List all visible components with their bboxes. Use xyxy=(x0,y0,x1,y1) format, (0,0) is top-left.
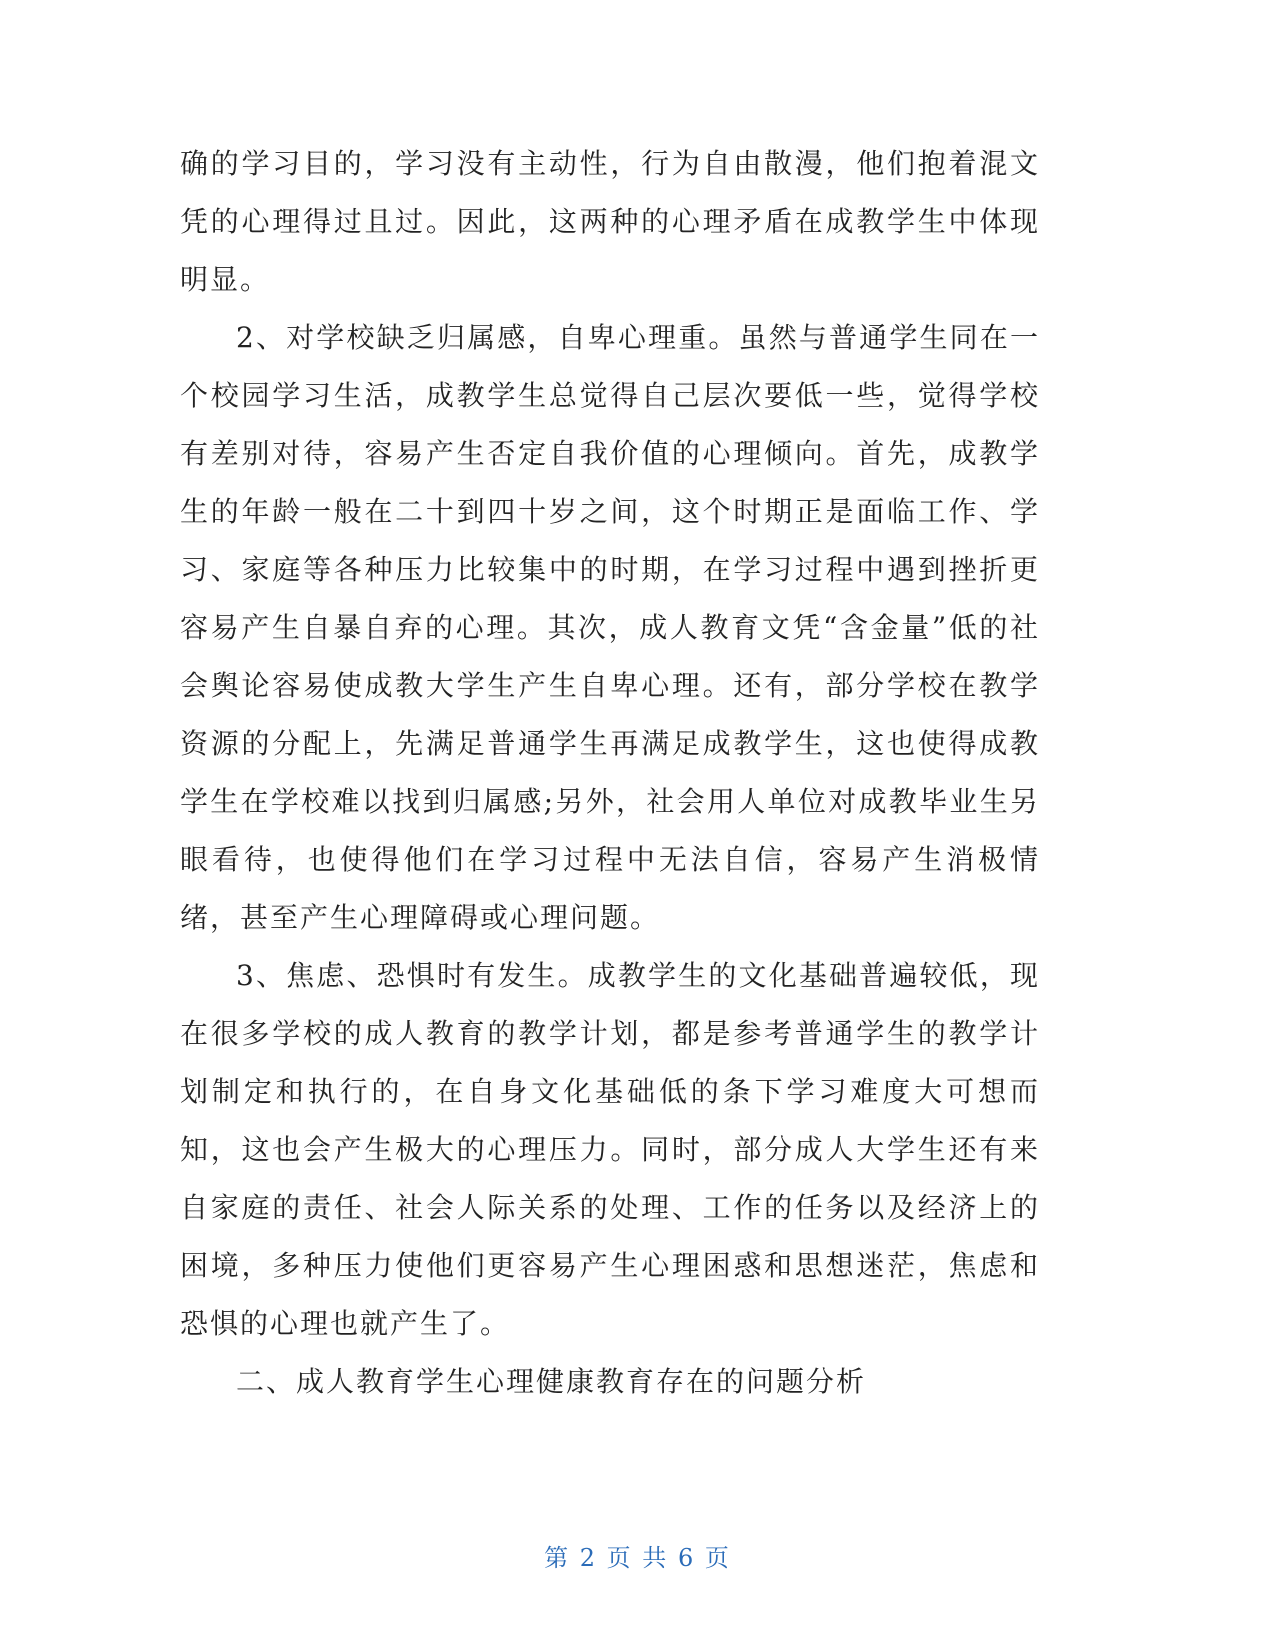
footer-middle: 页 共 xyxy=(606,1544,669,1572)
footer-suffix: 页 xyxy=(704,1544,731,1572)
paragraph-continuation: 确的学习目的，学习没有主动性，行为自由散漫，他们抱着混文凭的心理得过且过。因此，这两种的心理矛盾在成教学生中体现明显。 xyxy=(180,147,1040,296)
footer-total-pages: 6 xyxy=(677,1544,696,1572)
footer-prefix: 第 xyxy=(544,1544,571,1572)
page-footer xyxy=(0,1538,1275,1573)
paragraph-point-3: 3、焦虑、恐惧时有发生。成教学生的文化基础普遍较低，现在很多学校的成人教育的教学计划，都是参考普通学生的教学计划制定和执行的，在自身文化基础低的条下学习难度大可想而知，这也会产生极大的心理压力。同时，部分成人大学生还有来自家庭的责任、社会人际关系的处理、工作的任务以及经济上的困境，多种压力使他们更容易产生心理困惑和思想迷茫，焦虑和恐惧的心理也就产生了。 xyxy=(180,959,1040,1340)
paragraph-point-2: 2、对学校缺乏归属感，自卑心理重。虽然与普通学生同在一个校园学习生活，成教学生总觉得自己层次要低一些，觉得学校有差别对待，容易产生否定自我价值的心理倾向。首先，成教学生的年龄一般在二十到四十岁之间，这个时期正是面临工作、学习、家庭等各种压力比较集中的时期，在学习过程中遇到挫折更容易产生自暴自弃的心理。其次，成人教育文凭“含金量”低的社会舆论容易使成教大学生产生自卑心理。还有，部分学校在教学资源的分配上，先满足普通学生再满足成教学生，这也使得成教学生在学校难以找到归属感;另外，社会用人单位对成教毕业生另眼看待，也使得他们在学习过程中无法自信，容易产生消极情绪，甚至产生心理障碍或心理问题。 xyxy=(180,321,1040,934)
document-body xyxy=(180,135,1040,1411)
footer-current-page: 2 xyxy=(579,1544,598,1572)
section-heading: 二、成人教育学生心理健康教育存在的问题分析 xyxy=(236,1365,867,1398)
